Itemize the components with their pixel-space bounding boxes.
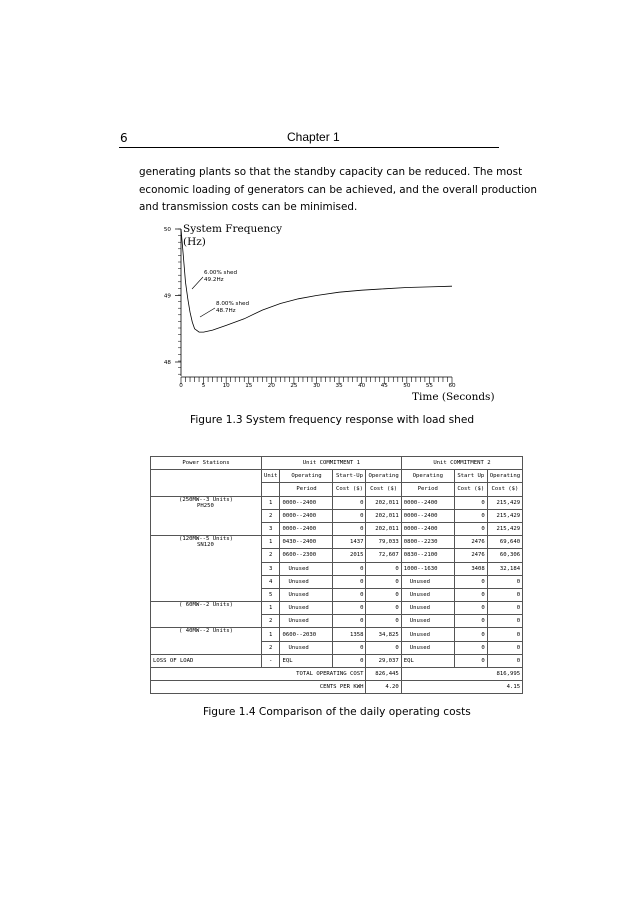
- table-cell: 0600--2300: [280, 549, 333, 562]
- table-cell: 34,825: [366, 628, 401, 641]
- table-cell: 5: [262, 588, 280, 601]
- station-code: SN120: [197, 542, 214, 549]
- y-tick-label: 50: [163, 227, 171, 233]
- header-cost: Cost ($): [454, 483, 487, 496]
- table-cell: 0: [454, 654, 487, 667]
- table-cell: 0: [487, 654, 522, 667]
- annotation-8pct-arrow: [200, 308, 215, 317]
- header-period: Period: [280, 483, 333, 496]
- table-cell: 0: [333, 641, 366, 654]
- station-name-cell: [151, 536, 262, 602]
- table-cell: 0: [487, 575, 522, 588]
- header-startup2: Start Up: [454, 470, 487, 483]
- table-cell: 1358: [333, 628, 366, 641]
- paragraph-line: generating plants so that the standby capacity can be reduced. The most: [139, 166, 523, 178]
- table-cell: 2: [262, 615, 280, 628]
- table-cell: 1437: [333, 536, 366, 549]
- annotation-8pct-line1: 8.00% shed: [216, 301, 249, 307]
- x-tick-label: 30: [312, 383, 321, 389]
- table-cell: 1: [262, 536, 280, 549]
- header-operating-cost: Operating: [366, 470, 401, 483]
- table-cell: 0000--2400: [280, 509, 333, 522]
- x-tick-label: 55: [425, 383, 433, 389]
- table-cell: 0800--2230: [401, 536, 454, 549]
- table-cell: 3: [262, 562, 280, 575]
- table-cell: 0000--2400: [401, 522, 454, 535]
- header-blank: [262, 483, 280, 496]
- header-operating: Operating: [280, 470, 333, 483]
- header-operating-cost2: Operating: [487, 470, 522, 483]
- table-cell: Unused: [280, 562, 333, 575]
- station-name: (120MW--5 Units): [179, 536, 233, 543]
- table-row: [151, 628, 523, 641]
- table-cell: 0: [333, 588, 366, 601]
- table-cell: Unused: [401, 615, 454, 628]
- table-cell: 0: [454, 496, 487, 509]
- table-cell: 202,011: [366, 509, 401, 522]
- annotation-6pct-line1: 6.00% shed: [204, 270, 237, 276]
- table-cell: 0: [454, 588, 487, 601]
- table-cell: 0: [333, 496, 366, 509]
- table-cell: 0: [333, 602, 366, 615]
- table-cell: 215,429: [487, 522, 522, 535]
- table-cell: 0000--2400: [280, 522, 333, 535]
- x-tick-label: 10: [222, 383, 230, 389]
- table-cell: 2015: [333, 549, 366, 562]
- table-cell: 0: [487, 615, 522, 628]
- table-cell: Unused: [401, 575, 454, 588]
- table-cell: 0430--2400: [280, 536, 333, 549]
- station-name: ( 40MW--2 Units): [179, 628, 233, 635]
- cents-per-kwh-uc1: 4.20: [366, 681, 401, 694]
- table-cell: 72,607: [366, 549, 401, 562]
- x-tick-label: 40: [358, 383, 366, 389]
- table-row: [151, 496, 523, 509]
- table-cell: Unused: [280, 641, 333, 654]
- table-row: [151, 536, 523, 549]
- station-name: ( 60MW--2 Units): [179, 602, 233, 609]
- table-cell: 3408: [454, 562, 487, 575]
- table-cell: 79,033: [366, 536, 401, 549]
- chapter-title: Chapter 1: [287, 130, 340, 144]
- table-cell: 0000--2400: [401, 509, 454, 522]
- annotation-6pct-line2: 49.2Hz: [204, 277, 224, 283]
- table-cell: 0: [333, 522, 366, 535]
- table-cell: Unused: [280, 575, 333, 588]
- station-groups: [151, 496, 523, 654]
- header-cost: Cost ($): [333, 483, 366, 496]
- x-axis-label: Time (Seconds): [412, 391, 495, 403]
- table-cell: 202,011: [366, 522, 401, 535]
- table-cell: 0000--2400: [280, 496, 333, 509]
- cents-per-kwh-uc2: 4.15: [401, 681, 522, 694]
- station-code: PH250: [197, 502, 214, 509]
- cost-table-wrapper: [150, 456, 523, 694]
- y-axis-label-line2: (Hz): [183, 236, 206, 248]
- header-uc2: Unit COMMITMENT 2: [401, 457, 522, 470]
- table-cell: 0: [366, 562, 401, 575]
- x-tick-label: 60: [448, 383, 456, 389]
- station-name-cell: [151, 602, 262, 628]
- table-cell: 1: [262, 602, 280, 615]
- table-cell: -: [262, 654, 280, 667]
- table-cell: 0: [333, 509, 366, 522]
- table-cell: 2: [262, 641, 280, 654]
- table-cell: 0: [333, 654, 366, 667]
- x-tick-label: 20: [267, 383, 275, 389]
- station-name: (250MW--3 Units): [179, 496, 233, 503]
- table-cell: 69,640: [487, 536, 522, 549]
- cents-per-kwh-label: CENTS PER KWH: [151, 681, 366, 694]
- x-tick-label: 45: [380, 383, 388, 389]
- table-cell: 0: [366, 602, 401, 615]
- table-cell: 0000--2400: [401, 496, 454, 509]
- table-cell: 0: [333, 575, 366, 588]
- table-cell: 0: [454, 602, 487, 615]
- header-uc1: Unit COMMITMENT 1: [262, 457, 402, 470]
- y-tick-label: 48: [163, 360, 171, 366]
- table-cell: Unused: [280, 588, 333, 601]
- header-period: Period: [401, 483, 454, 496]
- table-cell: 0: [487, 588, 522, 601]
- table-cell: 2476: [454, 536, 487, 549]
- x-tick-label: 15: [245, 383, 253, 389]
- figure-1-4-caption: Figure 1.4 Comparison of the daily operating costs: [203, 706, 471, 718]
- table-cell: 4: [262, 575, 280, 588]
- page-number: 6: [120, 131, 128, 145]
- table-cell: 29,037: [366, 654, 401, 667]
- table-cell: 0: [366, 575, 401, 588]
- total-cost-label: TOTAL OPERATING COST: [151, 668, 366, 681]
- table-cell: Unused: [280, 602, 333, 615]
- table-cell: 0: [454, 522, 487, 535]
- header-operating2: Operating: [401, 470, 454, 483]
- x-tick-label: 35: [335, 383, 343, 389]
- table-cell: Unused: [401, 641, 454, 654]
- table-cell: 0: [487, 628, 522, 641]
- table-cell: 0: [366, 641, 401, 654]
- table-cell: 0: [487, 641, 522, 654]
- table-cell: 0: [454, 575, 487, 588]
- table-cell: EQL: [401, 654, 454, 667]
- loss-of-load-label: LOSS OF LOAD: [151, 654, 262, 667]
- table-cell: 2: [262, 509, 280, 522]
- table-cell: 0: [333, 562, 366, 575]
- table-cell: Unused: [401, 588, 454, 601]
- table-cell: 215,429: [487, 496, 522, 509]
- header-blank: [151, 470, 262, 496]
- table-cell: 1000--1630: [401, 562, 454, 575]
- station-name-cell: [151, 496, 262, 536]
- frequency-chart: [0, 0, 638, 410]
- y-axis-label-line1: System Frequency: [183, 223, 283, 235]
- total-cost-uc1: 826,445: [366, 668, 401, 681]
- x-tick-label: 5: [201, 383, 206, 389]
- table-cell: 1: [262, 496, 280, 509]
- x-tick-label: 50: [403, 383, 411, 389]
- paragraph-line: economic loading of generators can be achieved, and the overall production: [139, 183, 537, 196]
- annotation-6pct-arrow: [192, 277, 203, 289]
- table-cell: 0: [454, 615, 487, 628]
- table-cell: Unused: [401, 602, 454, 615]
- chart-axes: [164, 227, 456, 389]
- x-tick-label: 0: [179, 383, 183, 389]
- station-name-cell: [151, 628, 262, 654]
- paragraph-line: and transmission costs can be minimised.: [139, 201, 358, 213]
- total-cost-uc2: 816,995: [401, 668, 522, 681]
- table-cell: 0: [366, 615, 401, 628]
- table-cell: 0600--2030: [280, 628, 333, 641]
- table-cell: 2: [262, 549, 280, 562]
- header-unit: Unit: [262, 470, 280, 483]
- table-cell: 202,011: [366, 496, 401, 509]
- operating-cost-table: [150, 456, 523, 694]
- y-tick-label: 49: [163, 293, 171, 300]
- table-cell: 0830--2100: [401, 549, 454, 562]
- table-cell: 0: [454, 628, 487, 641]
- header-startup: Start-Up: [333, 470, 366, 483]
- table-cell: 0: [454, 509, 487, 522]
- table-cell: 32,184: [487, 562, 522, 575]
- table-cell: 0: [366, 588, 401, 601]
- header-cost: Cost ($): [366, 483, 401, 496]
- table-cell: 0: [333, 615, 366, 628]
- table-cell: 2476: [454, 549, 487, 562]
- table-cell: 60,306: [487, 549, 522, 562]
- figure-1-3-caption: Figure 1.3 System frequency response with load shed: [190, 414, 475, 426]
- table-cell: Unused: [280, 615, 333, 628]
- header-power-stations: Power Stations: [151, 457, 262, 470]
- table-cell: EQL: [280, 654, 333, 667]
- table-cell: 215,429: [487, 509, 522, 522]
- annotation-8pct-line2: 48.7Hz: [216, 308, 236, 314]
- table-row: [151, 602, 523, 615]
- table-cell: 1: [262, 628, 280, 641]
- table-cell: Unused: [401, 628, 454, 641]
- table-cell: 0: [454, 641, 487, 654]
- x-tick-label: 25: [290, 383, 298, 389]
- table-cell: 3: [262, 522, 280, 535]
- header-cost: Cost ($): [487, 483, 522, 496]
- table-cell: 0: [487, 602, 522, 615]
